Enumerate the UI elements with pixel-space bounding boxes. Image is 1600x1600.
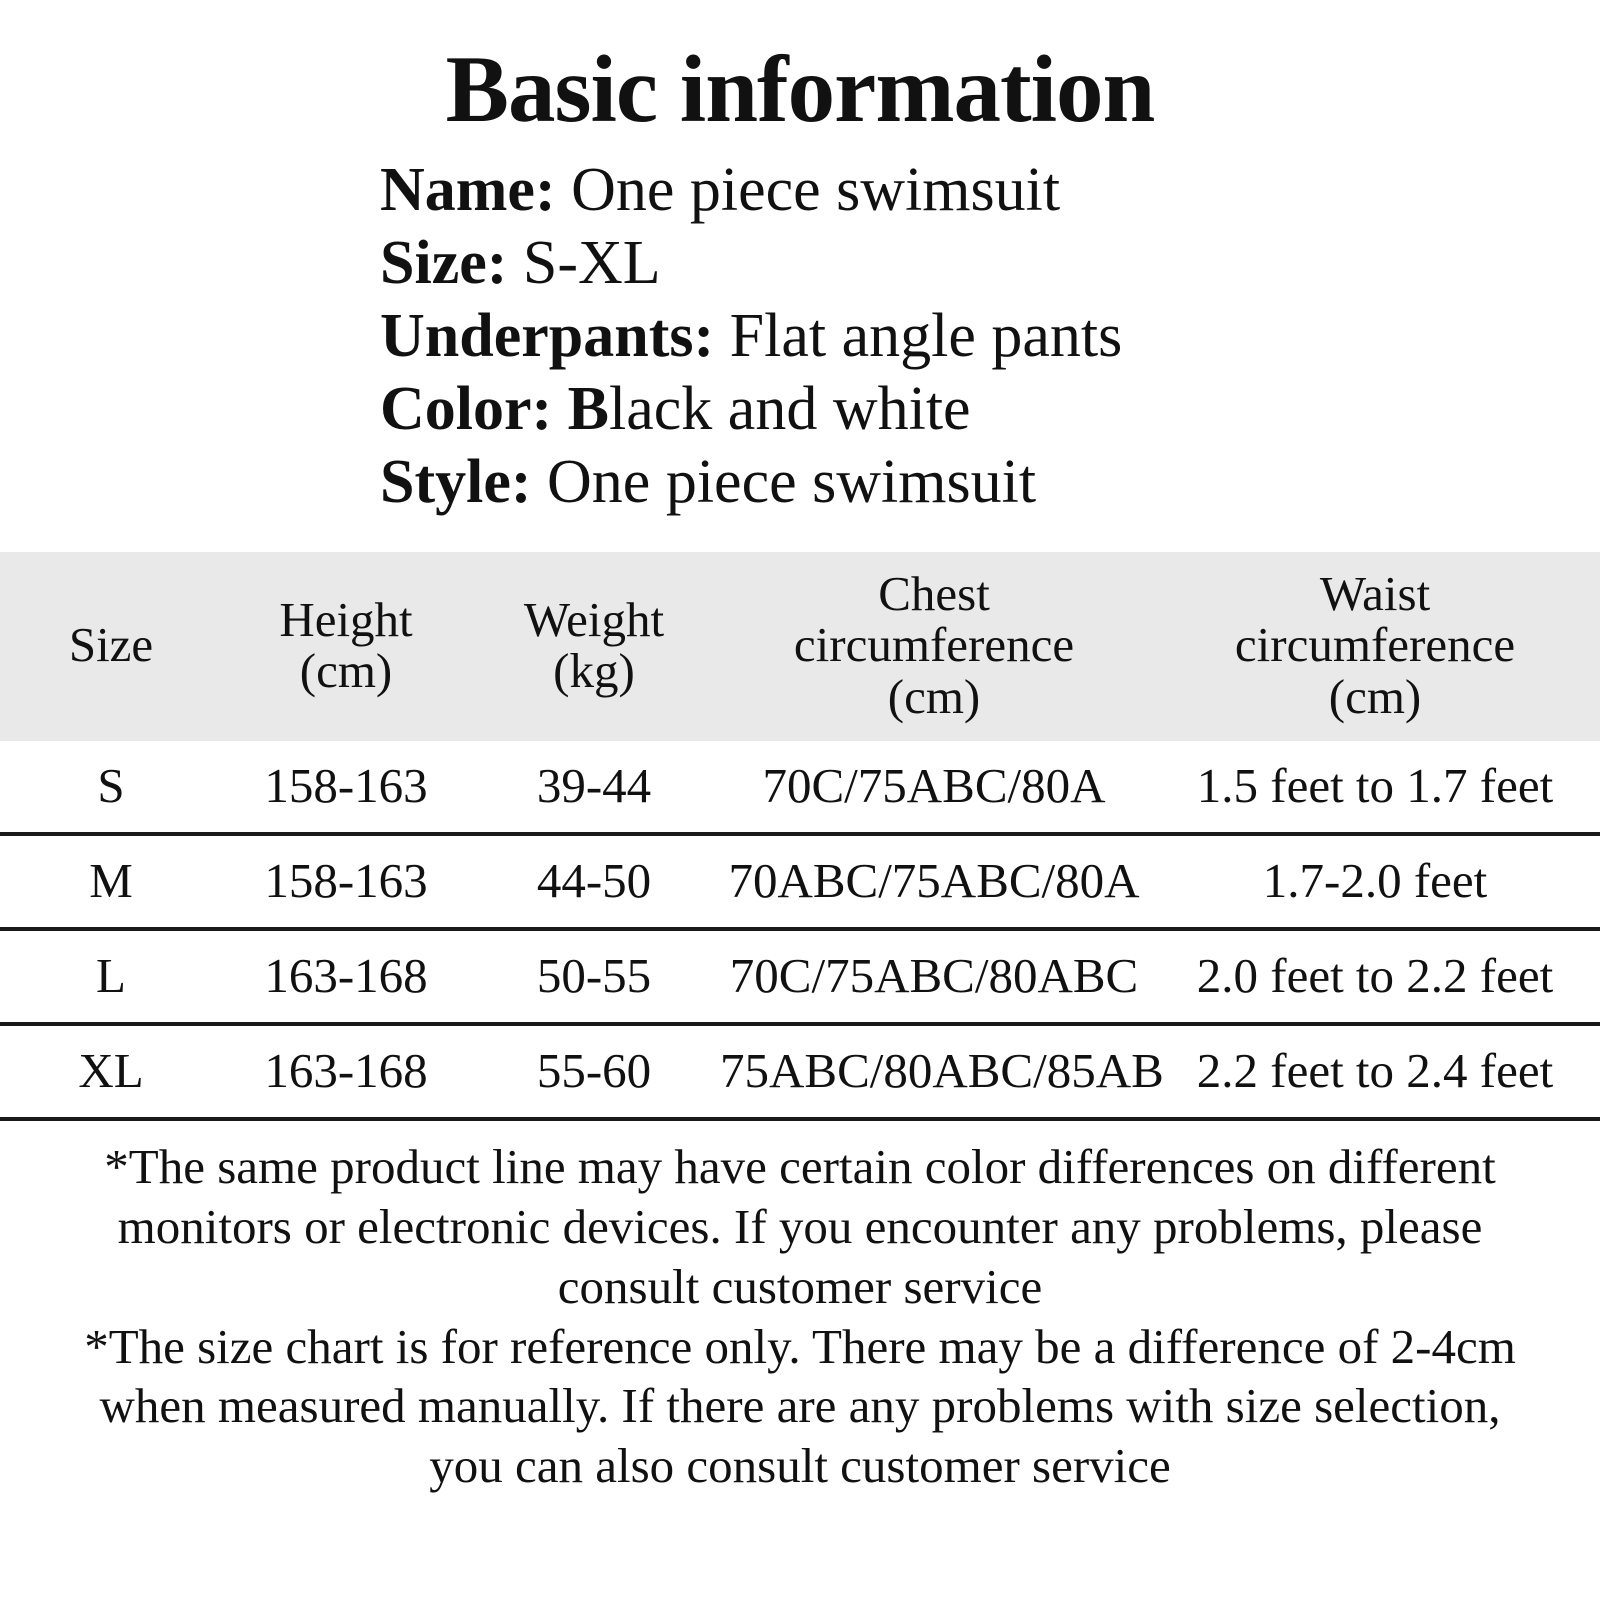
info-row-color — [380, 373, 1600, 446]
cell-height: 163-168 — [222, 1024, 470, 1119]
column-header-size-line-1: Size — [68, 617, 154, 673]
column-header-chest-line-2: circumference — [793, 617, 1075, 673]
info-value-color-initial: B — [567, 375, 610, 444]
info-value-style: One piece swimsuit — [547, 448, 1037, 517]
cell-size: XL — [0, 1024, 222, 1119]
size-table-head — [0, 552, 1600, 742]
cell-waist: 2.2 feet to 2.4 feet — [1150, 1024, 1600, 1119]
column-header-waist — [1150, 552, 1600, 742]
table-row — [0, 741, 1600, 834]
basic-information-list — [0, 154, 1600, 520]
cell-chest: 70C/75ABC/80ABC — [718, 929, 1150, 1024]
footnote-measurement-tolerance: *The size chart is for reference only. There may be a difference of 2-4cm when measured manually. If there are any problems with size selection, you can also consult customer service — [84, 1318, 1516, 1494]
cell-chest: 70ABC/75ABC/80A — [718, 834, 1150, 929]
column-header-chest — [718, 552, 1150, 742]
cell-size: L — [0, 929, 222, 1024]
cell-height: 158-163 — [222, 741, 470, 834]
cell-weight: 55-60 — [470, 1024, 718, 1119]
cell-size: M — [0, 834, 222, 929]
column-header-weight-line-2: (kg) — [553, 643, 635, 699]
info-value-color — [568, 375, 971, 443]
page-title: Basic information — [445, 36, 1155, 142]
info-row-size — [380, 227, 1600, 300]
cell-weight: 50-55 — [470, 929, 718, 1024]
info-label-size: Size: — [380, 228, 508, 297]
column-header-waist-line-1: Waist — [1319, 565, 1431, 621]
column-header-weight — [470, 552, 718, 742]
size-table-section — [0, 552, 1600, 1122]
column-header-height — [222, 552, 470, 742]
info-row-underpants — [380, 300, 1600, 373]
size-table-header-row — [0, 552, 1600, 742]
column-header-chest-line-3: (cm) — [887, 669, 981, 725]
basic-information-section — [0, 0, 1600, 520]
info-label-name: Name: — [380, 155, 556, 224]
info-value-size: S-XL — [522, 228, 661, 297]
footnote-color-difference: *The same product line may have certain color differences on different monitors or electronic devices. If you encounter any problems, please consult customer service — [104, 1139, 1496, 1314]
cell-size: S — [0, 741, 222, 834]
table-row — [0, 1024, 1600, 1119]
info-value-underpants: Flat angle pants — [729, 302, 1123, 371]
cell-chest: 75ABC/80ABC/85AB — [718, 1024, 1150, 1119]
column-header-waist-line-3: (cm) — [1328, 669, 1422, 725]
footnotes — [0, 1137, 1600, 1496]
column-header-height-line-2: (cm) — [299, 643, 393, 699]
cell-weight: 44-50 — [470, 834, 718, 929]
info-row-name — [380, 154, 1600, 227]
cell-chest: 70C/75ABC/80A — [718, 741, 1150, 834]
info-label-style: Style: — [380, 448, 532, 517]
cell-waist: 1.5 feet to 1.7 feet — [1150, 741, 1600, 834]
cell-weight: 39-44 — [470, 741, 718, 834]
info-value-name: One piece swimsuit — [571, 155, 1061, 224]
column-header-waist-line-2: circumference — [1234, 617, 1516, 673]
info-label-color: Color: — [380, 375, 553, 444]
cell-height: 163-168 — [222, 929, 470, 1024]
size-table — [0, 552, 1600, 1122]
info-value-color-rest: lack and white — [609, 375, 971, 444]
column-header-chest-line-1: Chest — [878, 565, 990, 621]
column-header-weight-line-1: Weight — [523, 591, 665, 647]
table-row — [0, 929, 1600, 1024]
column-header-size — [0, 552, 222, 742]
column-header-height-line-1: Height — [279, 591, 413, 647]
table-row — [0, 834, 1600, 929]
cell-waist: 1.7-2.0 feet — [1150, 834, 1600, 929]
info-label-underpants: Underpants: — [380, 302, 715, 371]
cell-waist: 2.0 feet to 2.2 feet — [1150, 929, 1600, 1024]
info-row-style — [380, 446, 1600, 519]
cell-height: 158-163 — [222, 834, 470, 929]
size-table-body — [0, 741, 1600, 1119]
